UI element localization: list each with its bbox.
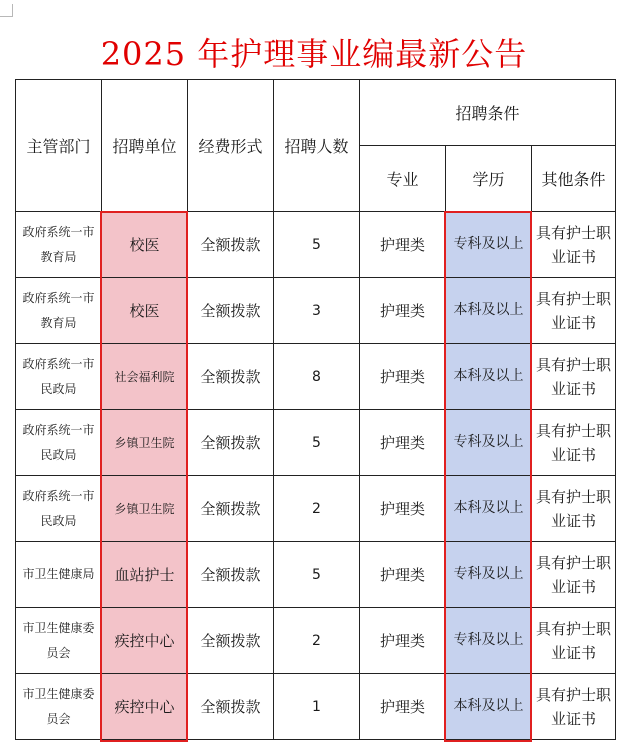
education-cell: 本科及以上 <box>446 344 532 410</box>
unit-cell: 乡镇卫生院 <box>102 410 188 476</box>
dept-cell: 政府系统一市民政局 <box>16 410 102 476</box>
funding-cell: 全额拨款 <box>188 344 274 410</box>
other-cell: 具有护士职业证书 <box>532 344 616 410</box>
other-cell: 具有护士职业证书 <box>532 278 616 344</box>
count-cell: 8 <box>274 344 360 410</box>
major-cell: 护理类 <box>360 542 446 608</box>
other-cell: 具有护士职业证书 <box>532 476 616 542</box>
funding-cell: 全额拨款 <box>188 608 274 674</box>
header-funding: 经费形式 <box>188 80 274 212</box>
other-cell: 具有护士职业证书 <box>532 674 616 740</box>
unit-cell: 血站护士 <box>102 542 188 608</box>
education-cell: 专科及以上 <box>446 212 532 278</box>
table-row <box>16 608 616 674</box>
recruitment-table <box>15 79 616 740</box>
major-cell: 护理类 <box>360 410 446 476</box>
education-cell: 本科及以上 <box>446 476 532 542</box>
unit-cell: 社会福利院 <box>102 344 188 410</box>
education-cell: 本科及以上 <box>446 278 532 344</box>
count-cell: 5 <box>274 212 360 278</box>
dept-cell: 政府系统一市民政局 <box>16 476 102 542</box>
funding-cell: 全额拨款 <box>188 278 274 344</box>
page-title: 2025 年护理事业编最新公告 <box>100 35 528 73</box>
education-cell: 本科及以上 <box>446 674 532 740</box>
dept-cell: 政府系统一市教育局 <box>16 212 102 278</box>
unit-cell: 校医 <box>102 212 188 278</box>
dept-cell: 市卫生健康局 <box>16 542 102 608</box>
count-cell: 1 <box>274 674 360 740</box>
table-row <box>16 410 616 476</box>
education-cell: 专科及以上 <box>446 542 532 608</box>
major-cell: 护理类 <box>360 476 446 542</box>
header-major: 专业 <box>360 146 446 212</box>
table-row <box>16 674 616 740</box>
major-cell: 护理类 <box>360 212 446 278</box>
table-row <box>16 212 616 278</box>
header-dept: 主管部门 <box>16 80 102 212</box>
unit-cell: 校医 <box>102 278 188 344</box>
major-cell: 护理类 <box>360 608 446 674</box>
education-cell: 专科及以上 <box>446 608 532 674</box>
table-row <box>16 344 616 410</box>
funding-cell: 全额拨款 <box>188 410 274 476</box>
dept-cell: 市卫生健康委员会 <box>16 674 102 740</box>
other-cell: 具有护士职业证书 <box>532 608 616 674</box>
count-cell: 2 <box>274 476 360 542</box>
funding-cell: 全额拨款 <box>188 542 274 608</box>
header-conditions: 招聘条件 <box>360 80 616 146</box>
funding-cell: 全额拨款 <box>188 476 274 542</box>
header-other: 其他条件 <box>532 146 616 212</box>
count-cell: 3 <box>274 278 360 344</box>
table-body <box>16 212 616 740</box>
unit-cell: 疾控中心 <box>102 674 188 740</box>
header-education: 学历 <box>446 146 532 212</box>
count-cell: 5 <box>274 542 360 608</box>
education-cell: 专科及以上 <box>446 410 532 476</box>
count-cell: 5 <box>274 410 360 476</box>
count-cell: 2 <box>274 608 360 674</box>
major-cell: 护理类 <box>360 278 446 344</box>
page-corner-mark <box>0 4 13 17</box>
table-row <box>16 278 616 344</box>
unit-cell: 疾控中心 <box>102 608 188 674</box>
dept-cell: 市卫生健康委员会 <box>16 608 102 674</box>
dept-cell: 政府系统一市教育局 <box>16 278 102 344</box>
other-cell: 具有护士职业证书 <box>532 542 616 608</box>
dept-cell: 政府系统一市民政局 <box>16 344 102 410</box>
table-row <box>16 542 616 608</box>
funding-cell: 全额拨款 <box>188 212 274 278</box>
unit-cell: 乡镇卫生院 <box>102 476 188 542</box>
other-cell: 具有护士职业证书 <box>532 212 616 278</box>
other-cell: 具有护士职业证书 <box>532 410 616 476</box>
header-unit: 招聘单位 <box>102 80 188 212</box>
table-row <box>16 476 616 542</box>
funding-cell: 全额拨款 <box>188 674 274 740</box>
header-count: 招聘人数 <box>274 80 360 212</box>
major-cell: 护理类 <box>360 344 446 410</box>
major-cell: 护理类 <box>360 674 446 740</box>
